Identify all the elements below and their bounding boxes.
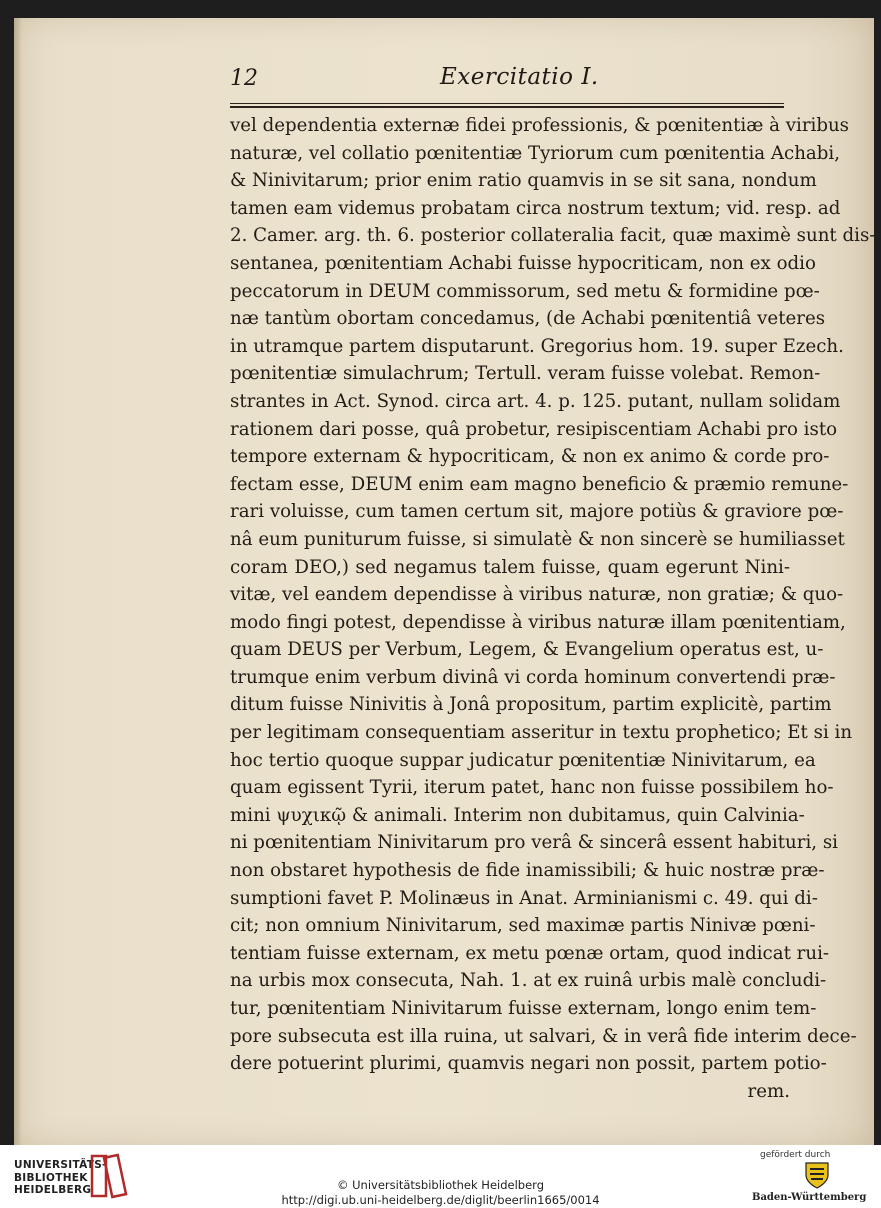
coat-of-arms-icon [802,1160,832,1190]
page-gutter-shadow [14,18,22,1145]
text-line: tentiam fuisse externam, ex metu pœnæ ortam, quod indicat rui- [230,942,830,964]
text-line: trumque enim verbum divinâ vi corda hominum convertendi præ- [230,666,836,688]
text-line: in utramque partem disputarunt. Gregorius hom. 19. super Ezech. [230,335,844,357]
copyright-notice: © Universitätsbibliothek Heidelberg [336,1178,544,1192]
logo-line-3: HEIDELBERG [14,1184,92,1196]
text-line: cit; non omnium Ninivitarum, sed maximæ partis Ninivæ pœni- [230,915,816,937]
text-line: vel dependentia externæ fidei professionis, & pœnitentiæ à viribus [230,115,850,136]
text-line: pore subsecuta est illa ruina, ut salvari, & in verâ fide interim dece- [230,1025,857,1047]
text-line: tamen eam videmus probatam circa nostrum textum; vid. resp. ad [230,197,841,219]
text-line: quam DEUS per Verbum, Legem, & Evangelium operatus est, u- [230,639,824,661]
text-line: næ tantùm obortam concedamus, (de Achabi pœnitentiâ veteres [230,308,826,330]
text-line: dere potuerint plurimi, quamvis negari non possit, partem potio- [230,1053,827,1075]
text-line: naturæ, vel collatio pœnitentiæ Tyriorum cum pœnitentia Achabi, [230,142,841,164]
text-line: ni pœnitentiam Ninivitarum pro verâ & sincerâ essent habituri, si [230,832,838,854]
text-line: hoc tertio quoque suppar judicatur pœnitentiæ Ninivitarum, ea [230,749,816,771]
text-line: sentanea, pœnitentiam Achabi fuisse hypocriticam, non ex odio [230,252,816,274]
text-line: vitæ, vel eandem dependisse à viribus naturæ, non gratiæ; & quo- [230,584,844,606]
text-line: nâ eum puniturum fuisse, si simulatè & non sincerè se humiliasset [230,528,845,550]
text-line: fectam esse, DEUM enim eam magno beneficio & præmio remune- [230,473,849,495]
text-line: rem. [747,1080,790,1102]
text-line: tempore externam & hypocriticam, & non ex animo & corde pro- [230,446,830,468]
permalink[interactable]: http://digi.ub.uni-heidelberg.de/diglit/beerlin1665/0014 [281,1193,600,1207]
funder-name: Baden-Württemberg [752,1192,867,1203]
text-line: strantes in Act. Synod. circa art. 4. p. 125. putant, nullam solidam [230,390,841,412]
text-line: sumptioni favet P. Molinæus in Anat. Arminianismi c. 49. qui di- [230,887,818,909]
text-line: pœnitentiæ simulachrum; Tertull. veram fuisse volebat. Remon- [230,363,821,385]
text-line: tur, pœnitentiam Ninivitarum fuisse externam, longo enim tem- [230,998,817,1019]
logo-line-2: BIBLIOTHEK [14,1171,88,1184]
running-title: Exercitatio I. [440,64,599,90]
page-number: 12 [230,66,258,91]
text-line: rari voluisse, cum tamen certum sit, majore potiùs & graviore pœ- [230,501,844,523]
header-rule [230,103,784,108]
text-line: rationem dari posse, quâ probetur, resipiscentiam Achabi pro isto [230,418,838,440]
text-line: modo fingi potest, dependisse à viribus naturæ illam pœnitentiam, [230,611,846,633]
logo-line-1: UNIVERSITÄTS- [14,1159,107,1171]
text-line: per legitimam consequentiam asseritur in textu prophetico; Et si in [230,722,853,744]
text-line: 2. Camer. arg. th. 6. posterior collateralia facit, quæ maximè sunt dis- [230,225,876,247]
body-text [230,112,876,1105]
text-line: ditum fuisse Ninivitis à Jonâ propositum, partim explicitè, partim [230,694,832,716]
funded-by-label: gefördert durch [760,1150,831,1160]
text-line: peccatorum in DEUM commissorum, sed metu & formidine pœ- [230,280,820,302]
text-line: non obstaret hypothesis de fide inamissibili; & huic nostræ præ- [230,860,825,882]
text-line: na urbis mox consecuta, Nah. 1. at ex ruinâ urbis malè concludi- [230,970,827,992]
text-line: mini ψυχικῷ & animali. Interim non dubitamus, quin Calvinia- [230,804,805,826]
text-line: quam egissent Tyrii, iterum patet, hanc non fuisse possibilem ho- [230,777,834,799]
text-line: coram DEO,) sed negamus talem fuisse, quam egerunt Nini- [230,556,790,578]
text-line: & Ninivitarum; prior enim ratio quamvis in se sit sana, nondum [230,170,817,192]
